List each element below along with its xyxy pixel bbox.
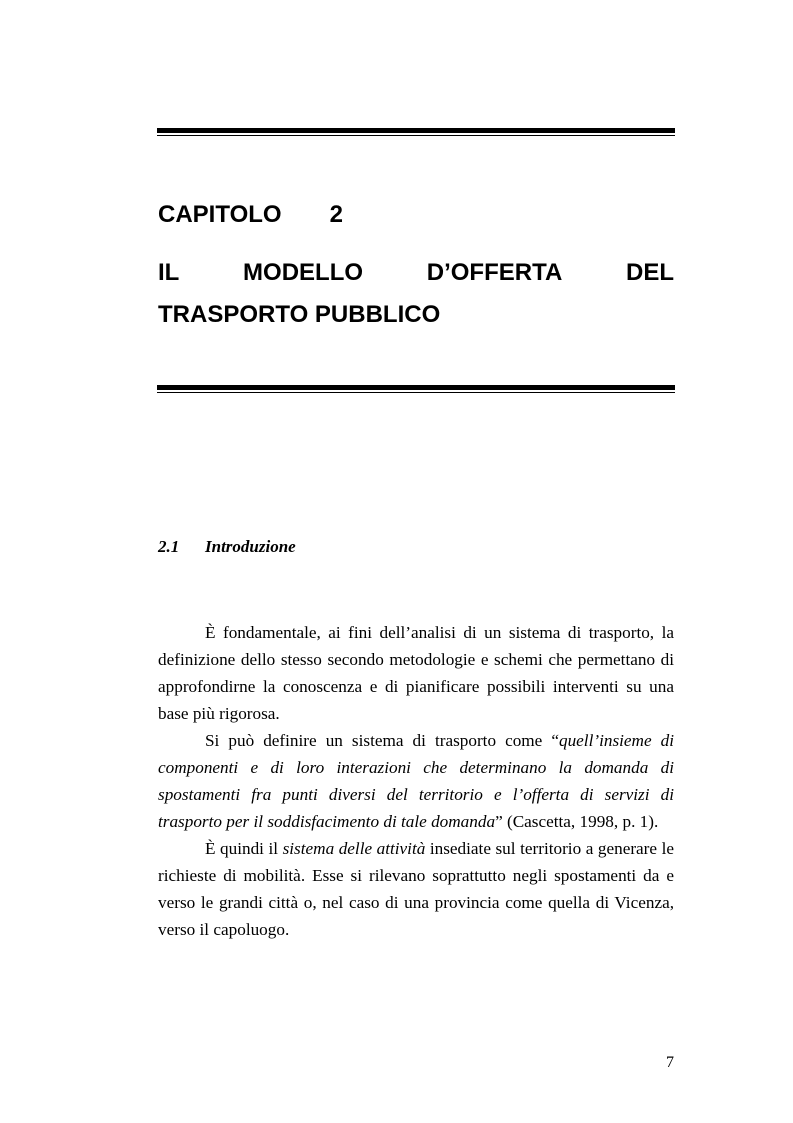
section-number: 2.1 [158, 537, 180, 556]
chapter-label [158, 194, 674, 236]
paragraph-2-intro: Si può definire un sistema di trasporto come “ [205, 731, 559, 750]
chapter-bottom-rule [157, 385, 675, 393]
definition-quote: quell’insieme di componenti e di loro interazioni che determinano la domanda di spostamenti fra punti diversi del territorio e l’offerta di servizi di trasporto per il soddisfacimento di tale domanda [158, 731, 674, 831]
paragraph-3-rest: insediate sul territorio a generare le richieste di mobilità. Esse si rilevano soprattutto negli spostamenti da e verso le grandi città o, nel caso di una provincia come quella di Vicenza, verso il capoluogo. [158, 839, 674, 939]
chapter-number: 2 [329, 201, 343, 228]
chapter-title-word: IL [158, 259, 180, 286]
citation: ” (Cascetta, 1998, p. 1). [495, 812, 659, 831]
chapter-title-line-1 [158, 252, 674, 294]
paragraph-2 [158, 727, 674, 835]
chapter-title-line-2: TRASPORTO PUBBLICO [158, 301, 441, 328]
chapter-title-word: D’OFFERTA [426, 259, 563, 286]
chapter-title [158, 252, 674, 336]
paragraph-3 [158, 835, 674, 943]
chapter-title-word: MODELLO [243, 259, 364, 286]
paragraph-1: È fondamentale, ai fini dell’analisi di un sistema di trasporto, la definizione dello stesso secondo metodologie e schemi che permettano di approfondirne la conoscenza e di pianificare possibili interventi su una base più rigorosa. [158, 623, 674, 723]
chapter-top-rule [157, 128, 675, 136]
section-title: Introduzione [205, 537, 296, 556]
paragraph-3-intro: È quindi il [205, 839, 283, 858]
page-number: 7 [666, 1054, 674, 1071]
chapter-title-word: DEL [625, 259, 674, 286]
body-text [158, 619, 674, 943]
emphasized-term: sistema delle attività [282, 839, 426, 858]
section-heading [158, 537, 296, 557]
chapter-label-text: CAPITOLO [158, 201, 282, 228]
